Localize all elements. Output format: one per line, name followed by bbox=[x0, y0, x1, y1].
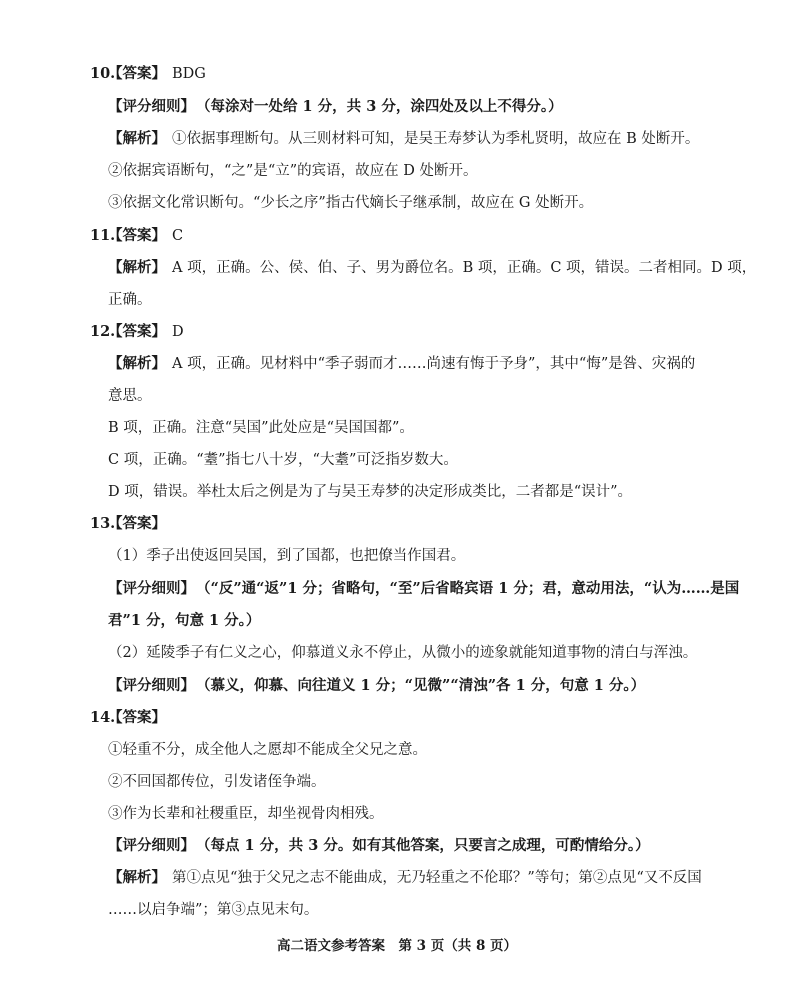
analysis-text: ③依据文化常识断句。“少长之序”指古代嫡长子继承制，故应在 G 处断开。 bbox=[108, 195, 594, 211]
analysis-label: 【解析】 bbox=[108, 130, 166, 147]
answer-label: 【答案】 bbox=[108, 323, 166, 340]
translation-text: （2）延陵季子有仁义之心，仰慕道义永不停止，从微小的迹象就能知道事物的清白与浑浊。 bbox=[108, 645, 698, 661]
rubric-label: 【评分细则】 bbox=[108, 677, 195, 694]
translation-text: （1）季子出使返回吴国，到了国都，也把僚当作国君。 bbox=[108, 548, 466, 564]
analysis-text: A 项，正确。公、侯、伯、子、男为爵位名。B 项，正确。C 项，错误。二者相同。D 项， bbox=[172, 260, 757, 276]
page-footer: 高二语文参考答案 第 3 页（共 8 页） bbox=[276, 938, 518, 954]
question-number: 11. bbox=[90, 227, 116, 244]
analysis-text: ……以启争端”；第③点见末句。 bbox=[108, 902, 319, 918]
analysis-text: ②依据宾语断句，“之”是“立”的宾语，故应在 D 处断开。 bbox=[108, 163, 478, 179]
analysis-label: 【解析】 bbox=[108, 869, 166, 886]
rubric-text: （慕义，仰慕、向往道义 1 分；“见微”“清浊”各 1 分，句意 1 分。） bbox=[196, 677, 646, 694]
answer-label: 【答案】 bbox=[108, 65, 166, 82]
rubric-text: （每涂对一处给 1 分，共 3 分，涂四处及以上不得分。） bbox=[196, 98, 563, 115]
answer-value: D bbox=[172, 324, 184, 340]
question-number: 10. bbox=[90, 65, 116, 82]
answer-label: 【答案】 bbox=[108, 709, 166, 726]
analysis-text: B 项，正确。注意“吴国”此处应是“吴国国都”。 bbox=[108, 420, 414, 436]
analysis-text: 意思。 bbox=[108, 388, 152, 404]
question-number: 13. bbox=[90, 515, 116, 532]
answer-value: C bbox=[172, 228, 184, 244]
analysis-label: 【解析】 bbox=[108, 259, 166, 276]
question-number: 14. bbox=[90, 709, 116, 726]
analysis-text: 正确。 bbox=[108, 292, 152, 308]
answer-point: ③作为长辈和社稷重臣，却坐视骨肉相残。 bbox=[108, 806, 384, 822]
analysis-text: ①依据事理断句。从三则材料可知，是吴王寿梦认为季札贤明，故应在 B 处断开。 bbox=[172, 131, 700, 147]
rubric-label: 【评分细则】 bbox=[108, 837, 195, 854]
rubric-text: 君”1 分，句意 1 分。） bbox=[108, 612, 261, 629]
rubric-text: （每点 1 分，共 3 分。如有其他答案，只要言之成理，可酌情给分。） bbox=[196, 837, 650, 854]
rubric-text: （“反”通“返”1 分；省略句，“至”后省略宾语 1 分；君，意动用法，“认为……是国 bbox=[196, 580, 740, 597]
analysis-label: 【解析】 bbox=[108, 355, 166, 372]
answer-value: BDG bbox=[172, 66, 206, 82]
analysis-text: C 项，正确。“耋”指七八十岁，“大耋”可泛指岁数大。 bbox=[108, 452, 458, 468]
analysis-text: D 项，错误。举杜太后之例是为了与吴王寿梦的决定形成类比，二者都是“误计”。 bbox=[108, 484, 633, 500]
rubric-label: 【评分细则】 bbox=[108, 98, 195, 115]
analysis-text: A 项，正确。见材料中“季子弱而才……尚速有悔于予身”，其中“悔”是咎、灾祸的 bbox=[172, 356, 696, 372]
answer-label: 【答案】 bbox=[108, 515, 166, 532]
answer-label: 【答案】 bbox=[108, 227, 166, 244]
analysis-text: 第①点见“独于父兄之志不能曲成，无乃轻重之不伦耶？”等句；第②点见“又不反国 bbox=[172, 870, 702, 886]
answer-point: ②不回国都传位，引发诸侄争端。 bbox=[108, 774, 326, 790]
answer-point: ①轻重不分，成全他人之愿却不能成全父兄之意。 bbox=[108, 742, 427, 758]
rubric-label: 【评分细则】 bbox=[108, 580, 195, 597]
question-number: 12. bbox=[90, 323, 116, 340]
